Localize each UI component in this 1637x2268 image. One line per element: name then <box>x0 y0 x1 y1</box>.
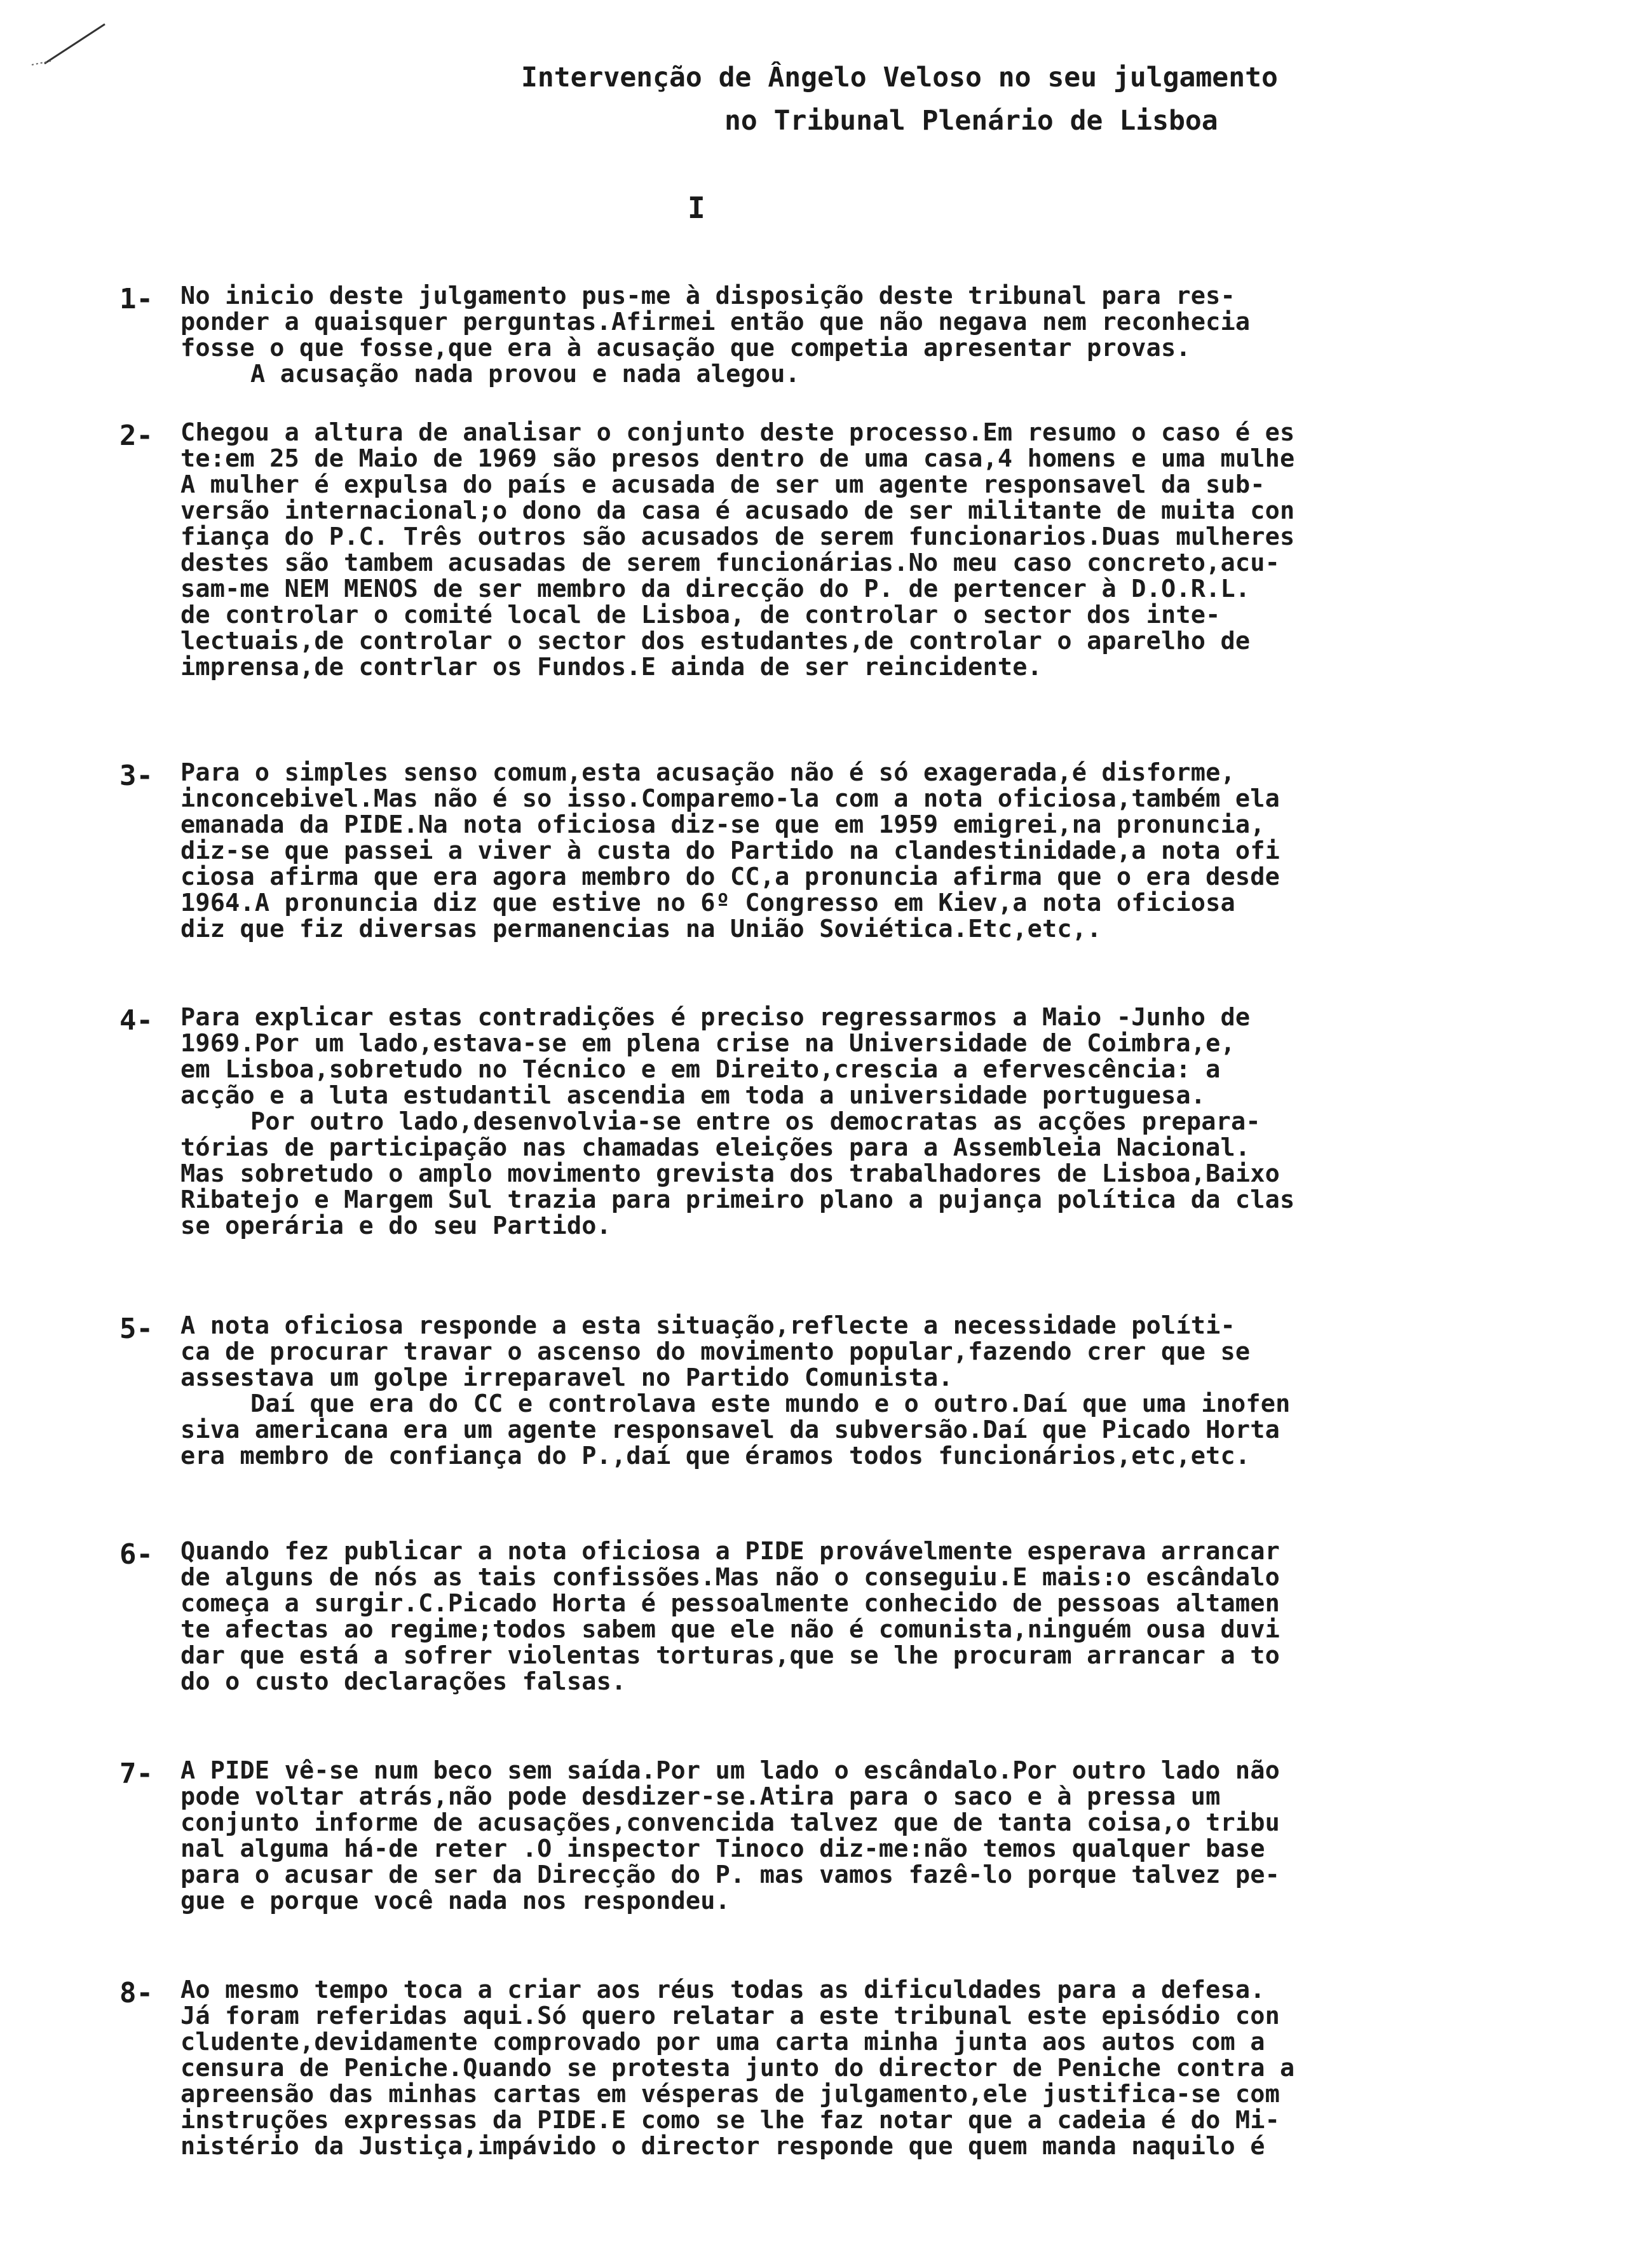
text-line: inconcebivel.Mas não é so isso.Comparemo-la com a nota oficiosa,também ela <box>180 784 1280 813</box>
text-line: de controlar o comité local de Lisboa, de controlar o sector dos inte- <box>180 601 1221 629</box>
text-line: gue e porque você nada nos respondeu. <box>180 1887 731 1915</box>
paragraph-body <box>180 760 1587 942</box>
text-line: pode voltar atrás,não pode desdizer-se.Atira para o saco e à pressa um <box>180 1782 1221 1811</box>
text-line: Quando fez publicar a nota oficiosa a PIDE provávelmente esperava arrancar <box>180 1537 1280 1566</box>
text-line: A nota oficiosa responde a esta situação,reflecte a necessidade políti- <box>180 1311 1235 1340</box>
pen-stroke-mark <box>25 19 114 70</box>
text-line: versão internacional;o dono da casa é acusado de ser militante de muita con <box>180 496 1295 525</box>
paragraph-number: 1- <box>119 283 153 315</box>
paragraph-body <box>180 1538 1587 1695</box>
paragraph-number: 6- <box>119 1538 153 1571</box>
text-line: para o acusar de ser da Direcção do P. mas vamos fazê-lo porque talvez pe- <box>180 1861 1280 1889</box>
paragraph-number: 7- <box>119 1758 153 1790</box>
text-line: siva americana era um agente responsavel da subversão.Daí que Picado Horta <box>180 1416 1280 1444</box>
text-line: acção e a luta estudantil ascendia em toda a universidade portuguesa. <box>180 1081 1206 1110</box>
text-line: Daí que era do CC e controlava este mundo e o outro.Daí que uma inofen <box>250 1390 1291 1418</box>
text-line: te afectas ao regime;todos sabem que ele não é comunista,ninguém ousa duvi <box>180 1615 1280 1644</box>
text-line: 1969.Por um lado,estava-se em plena crise na Universidade de Coimbra,e, <box>180 1029 1235 1058</box>
text-line: ca de procurar travar o ascenso do movimento popular,fazendo crer que se <box>180 1337 1251 1366</box>
text-line: censura de Peniche.Quando se protesta junto do director de Peniche contra a <box>180 2054 1295 2082</box>
text-line: Mas sobretudo o amplo movimento grevista dos trabalhadores de Lisboa,Baixo <box>180 1159 1280 1188</box>
text-line: sam-me NEM MENOS de ser membro da direcção do P. de pertencer à D.O.R.L. <box>180 575 1251 603</box>
text-line: começa a surgir.C.Picado Horta é pessoalmente conhecido de pessoas altamen <box>180 1589 1280 1618</box>
text-line: Ribatejo e Margem Sul trazia para primeiro plano a pujança política da clas <box>180 1185 1295 1214</box>
text-line: tórias de participação nas chamadas eleições para a Assembleia Nacional. <box>180 1133 1251 1162</box>
paragraph-number: 4- <box>119 1004 153 1037</box>
paragraph-number: 2- <box>119 420 153 452</box>
text-line: Chegou a altura de analisar o conjunto deste processo.Em resumo o caso é es <box>180 418 1295 447</box>
text-line: destes são tambem acusadas de serem funcionárias.No meu caso concreto,acu- <box>180 549 1280 577</box>
text-line: nal alguma há-de reter .O inspector Tinoco diz-me:não temos qualquer base <box>180 1834 1265 1863</box>
paragraph-body <box>180 420 1587 680</box>
text-line: 1964.A pronuncia diz que estive no 6º Congresso em Kiev,a nota oficiosa <box>180 889 1235 917</box>
text-line: A PIDE vê-se num beco sem saída.Por um lado o escândalo.Por outro lado não <box>180 1756 1280 1785</box>
paragraph-6 <box>119 1538 1587 1695</box>
paragraph-body <box>180 283 1587 387</box>
paragraph-5 <box>119 1313 1587 1469</box>
header-line-2: no Tribunal Plenário de Lisboa <box>724 105 1218 137</box>
text-line: imprensa,de contrlar os Fundos.E ainda de ser reincidente. <box>180 653 1042 681</box>
text-line: te:em 25 de Maio de 1969 são presos dentro de uma casa,4 homens e uma mulhe <box>180 444 1295 473</box>
text-line: emanada da PIDE.Na nota oficiosa diz-se que em 1959 emigrei,na pronuncia, <box>180 810 1265 839</box>
paragraph-body <box>180 1004 1587 1239</box>
text-line: ciosa afirma que era agora membro do CC,a pronuncia afirma que o era desde <box>180 863 1280 891</box>
text-line: lectuais,de controlar o sector dos estudantes,de controlar o aparelho de <box>180 627 1251 655</box>
text-line: fiança do P.C. Três outros são acusados de serem funcionarios.Duas mulheres <box>180 523 1295 551</box>
text-line: diz que fiz diversas permanencias na União Soviética.Etc,etc,. <box>180 915 1102 943</box>
paragraph-number: 8- <box>119 1977 153 2009</box>
text-line: cludente,devidamente comprovado por uma carta minha junta aos autos com a <box>180 2028 1265 2056</box>
paragraph-4 <box>119 1004 1587 1239</box>
text-line: em Lisboa,sobretudo no Técnico e em Direito,crescia a efervescência: a <box>180 1055 1221 1084</box>
text-line: diz-se que passei a viver à custa do Partido na clandestinidade,a nota ofi <box>180 837 1280 865</box>
text-line: dar que está a sofrer violentas torturas,que se lhe procuram arrancar a to <box>180 1641 1280 1670</box>
paragraph-2 <box>119 420 1587 680</box>
text-line: se operária e do seu Partido. <box>180 1212 611 1240</box>
text-line: nistério da Justiça,impávido o director responde que quem manda naquilo é <box>180 2132 1265 2161</box>
text-line: de alguns de nós as tais confissões.Mas não o conseguiu.E mais:o escândalo <box>180 1563 1280 1592</box>
text-line: Por outro lado,desenvolvia-se entre os democratas as acções prepara- <box>250 1107 1261 1136</box>
paragraph-number: 5- <box>119 1313 153 1345</box>
paragraph-7 <box>119 1758 1587 1914</box>
paragraph-8 <box>119 1977 1587 2159</box>
header-line-1: Intervenção de Ângelo Veloso no seu julgamento <box>521 62 1278 93</box>
section-number: I <box>688 191 705 225</box>
text-line: conjunto informe de acusações,convencida talvez que de tanta coisa,o tribu <box>180 1808 1280 1837</box>
text-line: fosse o que fosse,que era à acusação que competia apresentar provas. <box>180 334 1191 362</box>
paragraph-number: 3- <box>119 760 153 792</box>
text-line: assestava um golpe irreparavel no Partido Comunista. <box>180 1363 953 1392</box>
paragraph-body <box>180 1977 1587 2159</box>
text-line: A acusação nada provou e nada alegou. <box>250 360 801 388</box>
text-line: A mulher é expulsa do país e acusada de ser um agente responsavel da sub- <box>180 470 1265 499</box>
text-line: Para o simples senso comum,esta acusação não é só exagerada,é disforme, <box>180 758 1235 787</box>
text-line: Já foram referidas aqui.Só quero relatar a este tribunal este episódio con <box>180 2002 1280 2030</box>
text-line: No inicio deste julgamento pus-me à disposição deste tribunal para res- <box>180 282 1235 310</box>
text-line: instruções expressas da PIDE.E como se lhe faz notar que a cadeia é do Mi- <box>180 2106 1280 2135</box>
text-line: Para explicar estas contradições é preciso regressarmos a Maio -Junho de <box>180 1003 1251 1032</box>
text-line: ponder a quaisquer perguntas.Afirmei então que não negava nem reconhecia <box>180 308 1251 336</box>
text-line: apreensão das minhas cartas em vésperas de julgamento,ele justifica-se com <box>180 2080 1280 2108</box>
paragraph-3 <box>119 760 1587 942</box>
text-line: do o custo declarações falsas. <box>180 1667 627 1696</box>
text-line: Ao mesmo tempo toca a criar aos réus todas as dificuldades para a defesa. <box>180 1976 1265 2004</box>
paragraph-1 <box>119 283 1587 387</box>
paragraph-body <box>180 1313 1587 1469</box>
document-header <box>496 56 1576 142</box>
text-line: era membro de confiança do P.,daí que éramos todos funcionários,etc,etc. <box>180 1442 1251 1470</box>
paragraph-body <box>180 1758 1587 1914</box>
